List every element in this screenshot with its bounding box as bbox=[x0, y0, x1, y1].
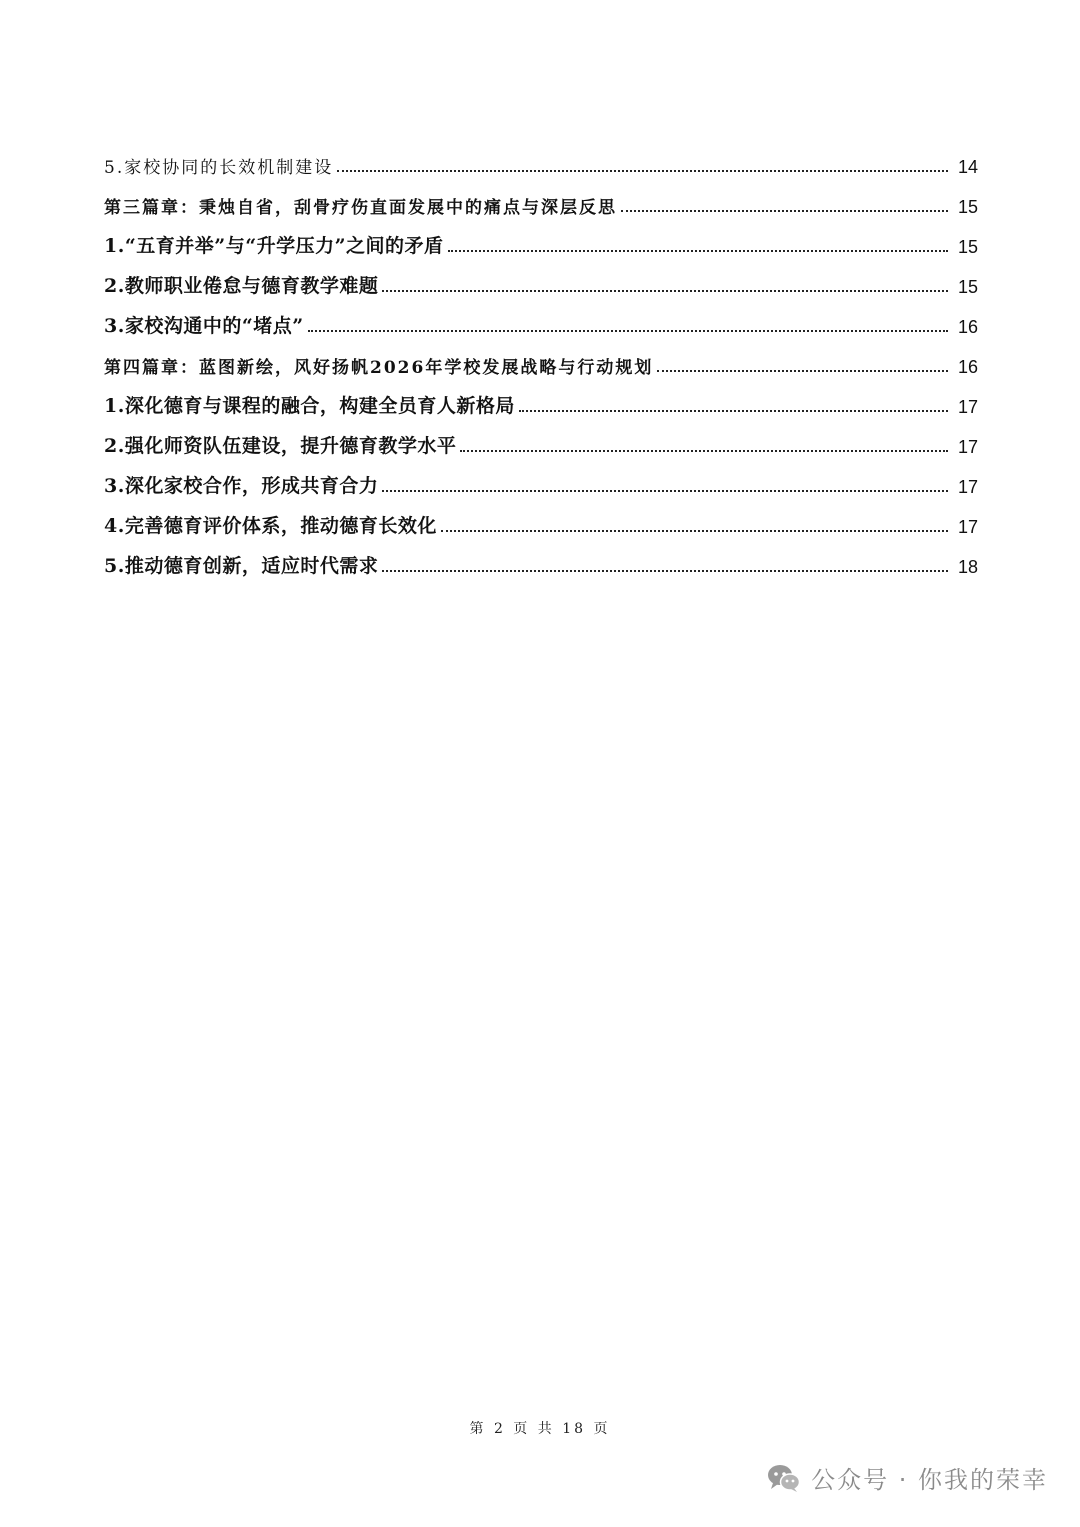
dot-leader bbox=[441, 529, 948, 532]
toc-entry-title: 第三篇章：秉烛自省，刮骨疗伤直面发展中的痛点与深层反思 bbox=[104, 198, 617, 218]
dot-leader bbox=[382, 489, 948, 492]
dot-leader bbox=[519, 409, 948, 412]
toc-entry-page: 18 bbox=[957, 557, 978, 577]
toc-entry[interactable] bbox=[104, 258, 978, 298]
toc-entry[interactable] bbox=[104, 418, 978, 458]
toc-entry-page: 17 bbox=[957, 517, 978, 537]
toc-entry[interactable] bbox=[104, 218, 978, 258]
toc-entry-page: 16 bbox=[957, 357, 978, 377]
toc-entry-page: 16 bbox=[957, 317, 978, 337]
dot-leader bbox=[382, 289, 948, 292]
toc-entry[interactable] bbox=[104, 338, 978, 378]
watermark-text: 公众号 · 你我的荣幸 bbox=[811, 1466, 1048, 1494]
wechat-icon bbox=[767, 1463, 801, 1493]
dot-leader bbox=[460, 449, 948, 452]
toc-entry[interactable] bbox=[104, 178, 978, 218]
toc-entry-title: 3.家校沟通中的“堵点” bbox=[104, 315, 304, 337]
toc-entry-page: 17 bbox=[957, 397, 978, 417]
toc-entry[interactable] bbox=[104, 298, 978, 338]
wechat-watermark bbox=[767, 1460, 1048, 1495]
toc-entry[interactable] bbox=[104, 378, 978, 418]
dot-leader bbox=[448, 249, 948, 252]
toc-entry-title: 5.推动德育创新，适应时代需求 bbox=[104, 555, 379, 577]
dot-leader bbox=[657, 369, 948, 372]
toc-entry[interactable] bbox=[104, 458, 978, 498]
toc-entry-title: 1.“五育并举”与“升学压力”之间的矛盾 bbox=[104, 235, 444, 257]
toc-entry-page: 15 bbox=[957, 277, 978, 297]
toc-entry-page: 15 bbox=[957, 237, 978, 257]
toc-entry[interactable] bbox=[104, 498, 978, 538]
toc-entry-page: 17 bbox=[957, 477, 978, 497]
toc-entry[interactable] bbox=[104, 538, 978, 578]
toc-entry-title: 2.教师职业倦怠与德育教学难题 bbox=[104, 275, 379, 297]
dot-leader bbox=[337, 169, 948, 172]
dot-leader bbox=[382, 569, 948, 572]
dot-leader bbox=[308, 329, 948, 332]
toc-entry-page: 14 bbox=[957, 157, 978, 177]
toc-entry[interactable] bbox=[104, 138, 978, 178]
toc-entry-page: 17 bbox=[957, 437, 978, 457]
toc-entry-title: 1.深化德育与课程的融合，构建全员育人新格局 bbox=[104, 395, 515, 417]
toc-entry-page: 15 bbox=[957, 197, 978, 217]
toc-entry-title: 2.强化师资队伍建设，提升德育教学水平 bbox=[104, 435, 457, 457]
toc-entry-title: 5.家校协同的长效机制建设 bbox=[104, 158, 334, 178]
table-of-contents bbox=[104, 138, 978, 578]
toc-entry-title: 3.深化家校合作，形成共育合力 bbox=[104, 475, 379, 497]
page-footer: 第 2 页 共 18 页 bbox=[469, 1421, 611, 1437]
toc-entry-title: 4.完善德育评价体系，推动德育长效化 bbox=[104, 515, 437, 537]
toc-entry-title: 第四篇章：蓝图新绘，风好扬帆2026年学校发展战略与行动规划 bbox=[104, 358, 654, 378]
dot-leader bbox=[621, 209, 948, 212]
